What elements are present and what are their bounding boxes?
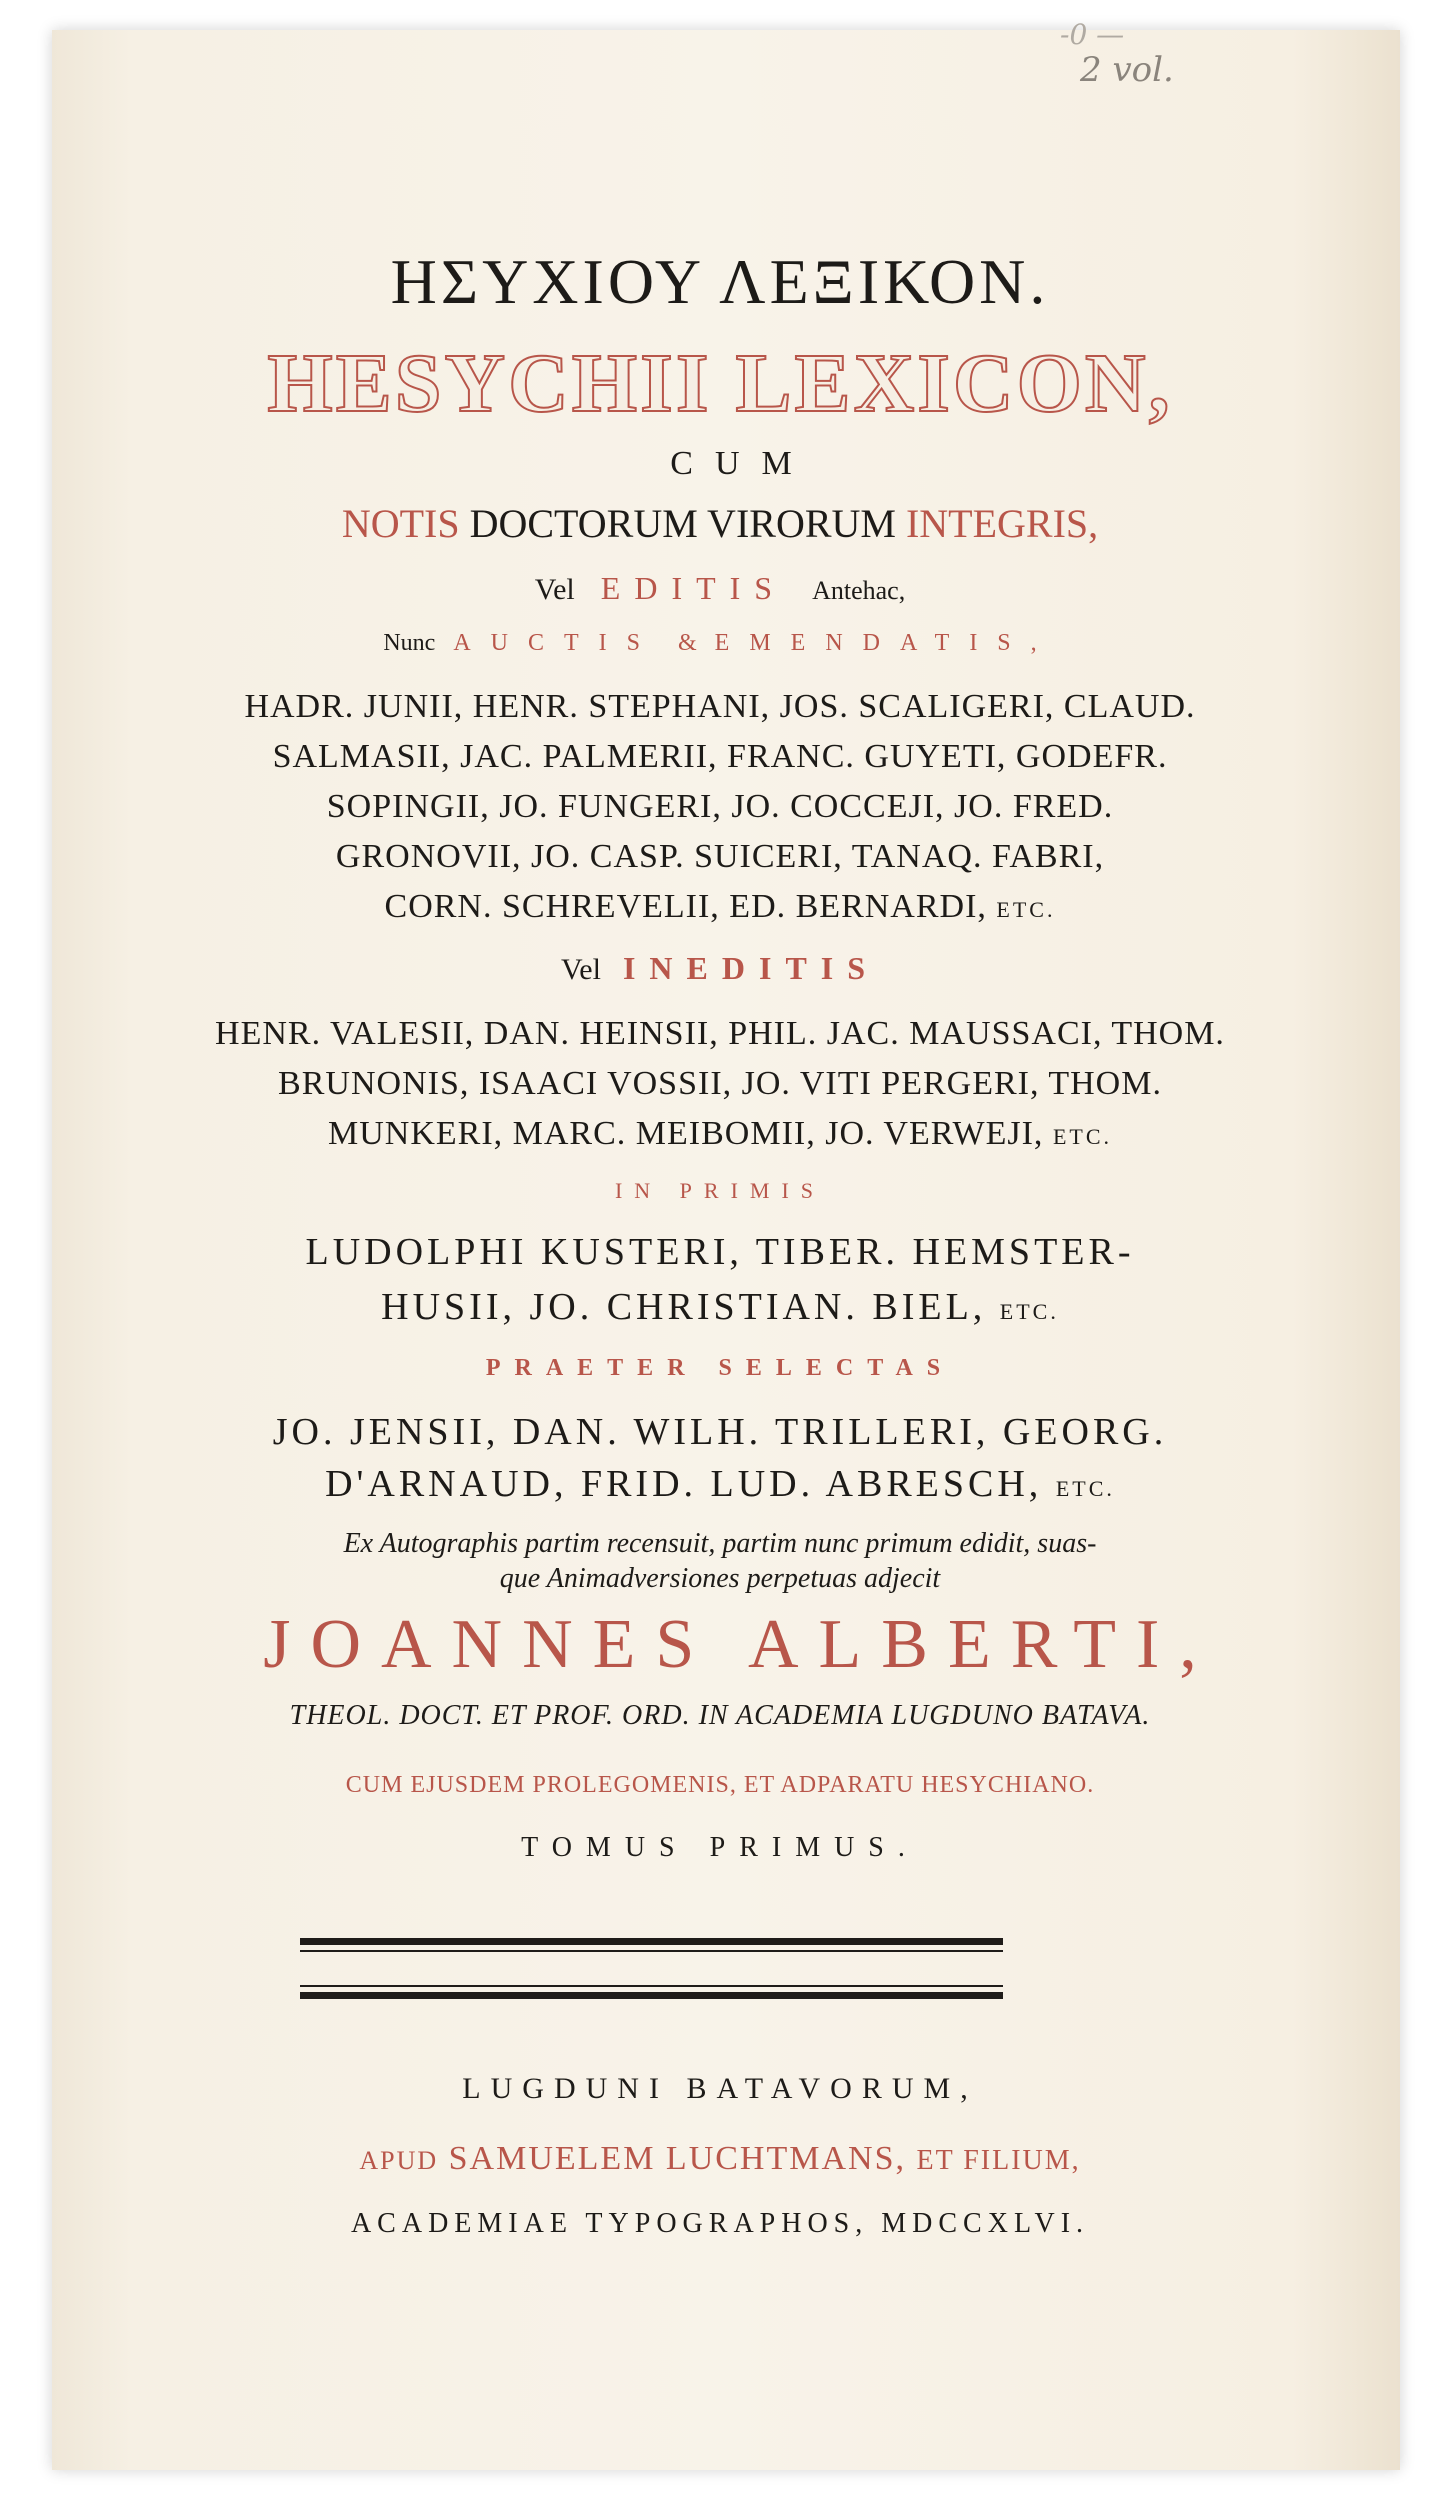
apud-word: APUD [359,2146,439,2175]
selectas-names-2 [0,1462,1440,1506]
selectas-names-2-text: D'ARNAUD, FRID. LUD. ABRESCH, [325,1463,1043,1505]
etc-mark: ETC. [996,897,1056,922]
ineditis-word: INEDITIS [622,950,880,986]
vel-word: Vel [534,573,575,606]
ex-autographis-2: que Animadversiones perpetuas adjecit [499,1563,941,1594]
primis-names-2-text: HUSII, JO. CHRISTIAN. BIEL, [381,1286,987,1328]
pencil-annotation-volumes: 2 vol. [1080,50,1174,90]
top-double-rule-thin [300,1950,1003,1952]
etc-mark-2: ETC. [1052,1124,1112,1149]
in-primis: IN PRIMIS [614,1178,826,1203]
ex-autographis-1: Ex Autographis partim recensuit, partim nunc primum edidit, suas- [343,1528,1097,1559]
editis-names-2: SALMASII, JAC. PALMERII, FRANC. GUYETI, GODEFR. [272,738,1168,775]
et-filium: ET FILIUM, [916,2145,1081,2176]
ampersand: & [677,630,697,656]
vel-word-2: Vel [560,953,601,986]
latin-title: HESYCHII LEXICON, [267,337,1173,430]
selectas-names-1: JO. JENSII, DAN. WILH. TRILLERI, GEORG. [272,1411,1168,1453]
editis-names-1: HADR. JUNII, HENR. STEPHANI, JOS. SCALIGERI, CLAUD. [244,688,1196,725]
notis-word: NOTIS [341,501,460,546]
integris-word: INTEGRIS, [905,501,1099,546]
auctis-word: AUCTIS [453,630,660,656]
imprint-printer [0,2140,1440,2178]
tomus-primus: TOMUS PRIMUS. [521,1832,919,1863]
emendatis-word: EMENDATIS, [714,630,1057,656]
ineditis-names-1: HENR. VALESII, DAN. HEINSII, PHIL. JAC. MAUSSACI, THOM. [215,1015,1225,1052]
nunc-line [0,630,1440,657]
author-title: THEOL. DOCT. ET PROF. ORD. IN ACADEMIA LUGDUNO BATAVA. [289,1700,1151,1731]
bottom-double-rule-thin [300,1985,1003,1987]
ineditis-names-3 [0,1115,1440,1153]
notis-line [0,500,1440,547]
etc-mark-4: ETC. [1055,1476,1115,1501]
editis-names-5 [0,888,1440,926]
nunc-word: Nunc [383,630,436,656]
editis-word: EDITIS [600,570,787,606]
bottom-double-rule-thick [300,1992,1003,1999]
primis-names-2 [0,1285,1440,1329]
imprint-place: LUGDUNI BATAVORUM, [462,2072,978,2105]
pencil-annotation-top: -0 — [1060,18,1125,51]
vel-ineditis-line [0,950,1440,987]
primis-names-1: LUDOLPHI KUSTERI, TIBER. HEMSTER- [305,1231,1135,1273]
editis-names-5-text: CORN. SCHREVELII, ED. BERNARDI, [384,888,987,925]
ineditis-names-2: BRUNONIS, ISAACI VOSSII, JO. VITI PERGERI, THOM. [278,1065,1162,1102]
doctorum-virorum: DOCTORUM VIRORUM [469,501,896,546]
author-name: JOANNES ALBERTI, [263,1606,1217,1683]
prolegomenis-line: CUM EJUSDEM PROLEGOMENIS, ET ADPARATU HESYCHIANO. [345,1772,1095,1798]
vel-editis-line [0,570,1440,607]
top-double-rule-thick [300,1938,1003,1945]
editis-names-3: SOPINGII, JO. FUNGERI, JO. COCCEJI, JO. FRED. [326,788,1114,825]
printer-name: SAMUELEM LUCHTMANS, [448,2140,906,2177]
cum-line: CUM [670,445,814,482]
imprint-date: ACADEMIAE TYPOGRAPHOS, MDCCXLVI. [350,2208,1090,2239]
editis-names-4: GRONOVII, JO. CASP. SUICERI, TANAQ. FABRI, [335,838,1105,875]
etc-mark-3: ETC. [999,1299,1059,1324]
praeter-selectas: PRAETER SELECTAS [485,1355,955,1381]
antehac-word: Antehac, [812,576,906,605]
ineditis-names-3-text: MUNKERI, MARC. MEIBOMII, JO. VERWEJI, [327,1115,1044,1152]
greek-title: ΗΣΥΧΙΟΥ ΛΕΞΙΚΟΝ. [390,246,1050,317]
